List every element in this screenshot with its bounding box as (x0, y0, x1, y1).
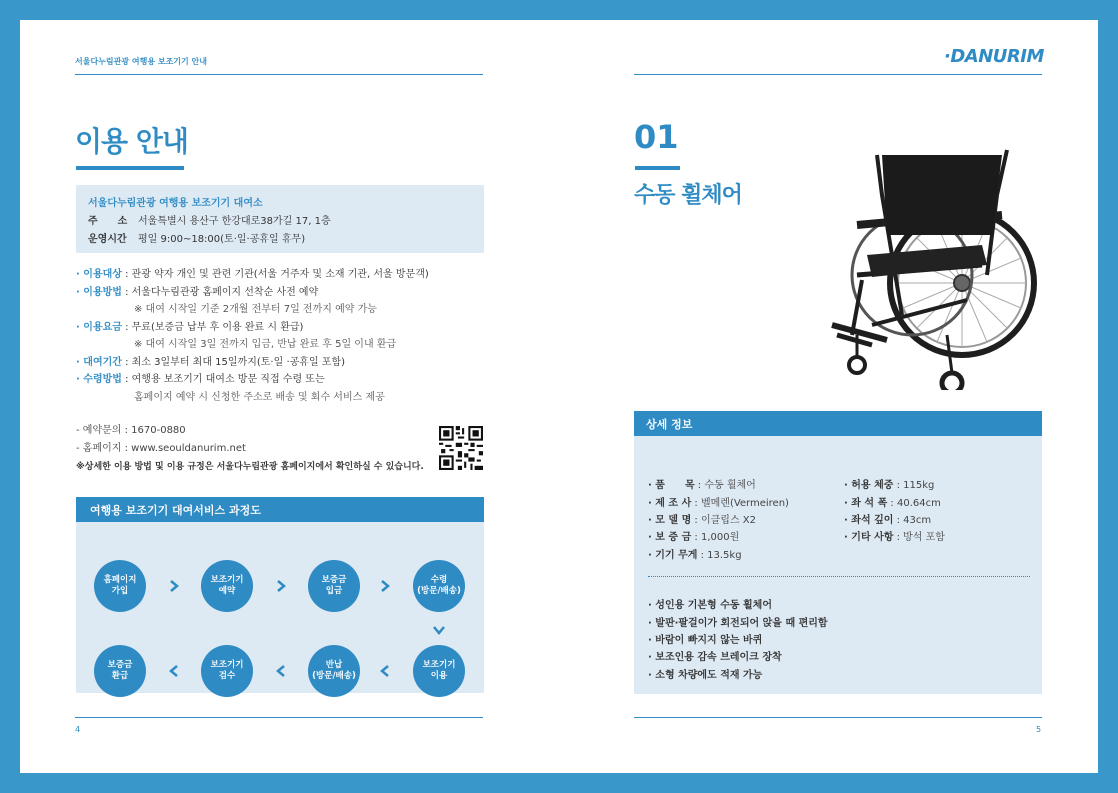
qr-code-icon[interactable] (439, 426, 483, 470)
step-label: 보증금 입금 (321, 575, 347, 596)
feature-item: · 소형 차량에도 적재 가능 (648, 670, 763, 681)
heading-underline (76, 166, 184, 170)
contact-note: ※상세한 이용 방법 및 이용 규정은 서울다누림관광 홈페이지에서 확인하실 수 있습니다. (76, 462, 424, 472)
spec-max-load (844, 476, 934, 491)
usage-pickup (76, 371, 496, 389)
spec-value: : 이클립스 X2 (691, 515, 756, 526)
usage-note: ※ 대여 시작일 기준 2개월 전부터 7일 전까지 예약 가능 (134, 304, 377, 315)
chevron-left-icon (167, 664, 181, 678)
contact-block (76, 422, 424, 476)
spec-seat-width (844, 494, 941, 509)
contact-homepage[interactable]: - 홈페이지 : www.seouldanurim.net (76, 443, 246, 454)
bottom-rule-left (75, 717, 483, 718)
chevron-right-icon (274, 579, 288, 593)
spec-value: : 40.64cm (887, 498, 941, 509)
usage-label: · 대여기간 (76, 356, 122, 368)
step-label: 수령 (방문/배송) (417, 575, 461, 596)
bottom-rule-right (634, 717, 1042, 718)
step-deposit (308, 560, 360, 612)
spec-value: : 방석 포함 (893, 532, 945, 543)
spec-key: · 기타 사항 (844, 532, 894, 543)
feature-item: · 보조인용 감속 브레이크 장착 (648, 652, 782, 663)
spec-key: · 품 목 (648, 480, 695, 491)
process-diagram (76, 522, 484, 693)
spec-seat-depth (844, 511, 931, 526)
chevron-right-icon (167, 579, 181, 593)
danurim-logo: ·DANURIM (944, 46, 1044, 67)
usage-list (76, 266, 496, 406)
step-reserve (201, 560, 253, 612)
step-label: 반납 (방문/배송) (312, 660, 356, 681)
step-signup (94, 560, 146, 612)
spec-value: : 43cm (893, 515, 932, 526)
address-value: 서울특별시 용산구 한강대로38가길 17, 1층 (138, 216, 331, 227)
chevron-left-icon (378, 664, 392, 678)
dotted-divider (648, 576, 1030, 577)
step-label: 홈페이지 가입 (103, 575, 137, 596)
page-number-right: 5 (1036, 725, 1042, 734)
spec-deposit (648, 528, 739, 543)
spec-key: · 허용 체중 (844, 480, 894, 491)
address-label: 주 소 (88, 216, 128, 227)
page-heading: 이용 안내 (75, 125, 188, 158)
usage-fee (76, 319, 496, 337)
contact-phone: - 예약문의 : 1670-0880 (76, 425, 186, 436)
page-number-left: 4 (75, 725, 81, 734)
spec-weight (648, 546, 742, 561)
wheelchair-photo (782, 125, 1052, 390)
spec-value: : 벨메렌(Vermeiren) (691, 498, 789, 509)
usage-note: ※ 대여 시작일 3일 전까지 입금, 반납 완료 후 5일 이내 환급 (134, 339, 397, 350)
process-header (76, 497, 484, 522)
item-number: 01 (634, 118, 679, 156)
detail-title: 상세 정보 (646, 418, 693, 431)
center-name: 서울다누림관광 여행용 보조기기 대여소 (88, 198, 263, 209)
step-return (308, 645, 360, 697)
item-name: 수동 휠체어 (634, 183, 742, 208)
usage-label: · 수령방법 (76, 374, 122, 385)
spec-key: · 보 증 금 (648, 532, 692, 543)
usage-text: : 무료(보증금 납부 후 이용 완료 시 환급) (121, 321, 304, 333)
step-label: 보조기기 예약 (210, 575, 244, 596)
usage-text: : 여행용 보조기기 대여소 방문 직접 수령 또는 (121, 374, 325, 385)
chevron-down-icon (432, 623, 446, 637)
process-title: 여행용 보조기기 대여서비스 과정도 (90, 504, 261, 517)
usage-label: · 이용요금 (76, 321, 122, 333)
top-rule-right (634, 74, 1042, 75)
spec-key: · 좌석 깊이 (844, 515, 894, 526)
usage-label: · 이용방법 (76, 286, 122, 298)
chevron-left-icon (274, 664, 288, 678)
spec-value: : 수동 휠체어 (694, 480, 756, 491)
spec-key: · 기기 무게 (648, 550, 698, 561)
step-refund (94, 645, 146, 697)
detail-box (634, 436, 1042, 694)
step-inspect (201, 645, 253, 697)
spec-value: : 115kg (893, 480, 935, 491)
brochure-spread (20, 20, 1098, 773)
spec-extra (844, 528, 945, 543)
detail-header (634, 411, 1042, 436)
step-pickup (413, 560, 465, 612)
usage-label: · 이용대상 (76, 269, 122, 280)
spec-value: : 13.5kg (697, 550, 742, 561)
usage-target (76, 266, 496, 284)
step-label: 보조기기 검수 (210, 660, 244, 681)
step-use (413, 645, 465, 697)
feature-item: · 바람이 빠지지 않는 바퀴 (648, 635, 763, 646)
usage-text: : 최소 3일부터 최대 15일까지(토·일 ·공휴일 포함) (121, 356, 346, 368)
hours-value: 평일 9:00~18:00(토·일·공휴일 휴무) (138, 234, 306, 245)
feature-item: · 성인용 기본형 수동 휠체어 (648, 600, 772, 611)
usage-note: 홈페이지 예약 시 신청한 주소로 배송 및 회수 서비스 제공 (134, 391, 385, 403)
spec-value: : 1,000원 (691, 532, 740, 543)
info-box (76, 185, 484, 253)
usage-text: : 관광 약자 개인 및 관련 기관(서울 거주자 및 소재 기관, 서울 방문객) (121, 269, 429, 280)
spec-model (648, 511, 756, 526)
step-label: 보증금 환급 (107, 660, 133, 681)
usage-method (76, 284, 496, 302)
info-row-hours (88, 230, 305, 245)
spec-key: · 좌 석 폭 (844, 498, 888, 509)
spec-maker (648, 494, 789, 509)
chevron-right-icon (378, 579, 392, 593)
spec-item (648, 476, 756, 491)
info-row-address (88, 212, 331, 227)
spec-key: · 모 델 명 (648, 515, 692, 526)
step-label: 보조기기 이용 (422, 660, 456, 681)
hours-label: 운영시간 (88, 234, 127, 245)
usage-text: : 서울다누림관광 홈페이지 선착순 사전 예약 (121, 286, 319, 298)
feature-item: · 발판·팔걸이가 회전되어 앉을 때 편리함 (648, 618, 828, 629)
top-rule-left (75, 74, 483, 75)
running-title: 서울다누림관광 여행용 보조기기 안내 (75, 57, 208, 66)
item-number-underline (635, 166, 680, 170)
usage-period (76, 354, 496, 372)
spec-key: · 제 조 사 (648, 498, 692, 509)
